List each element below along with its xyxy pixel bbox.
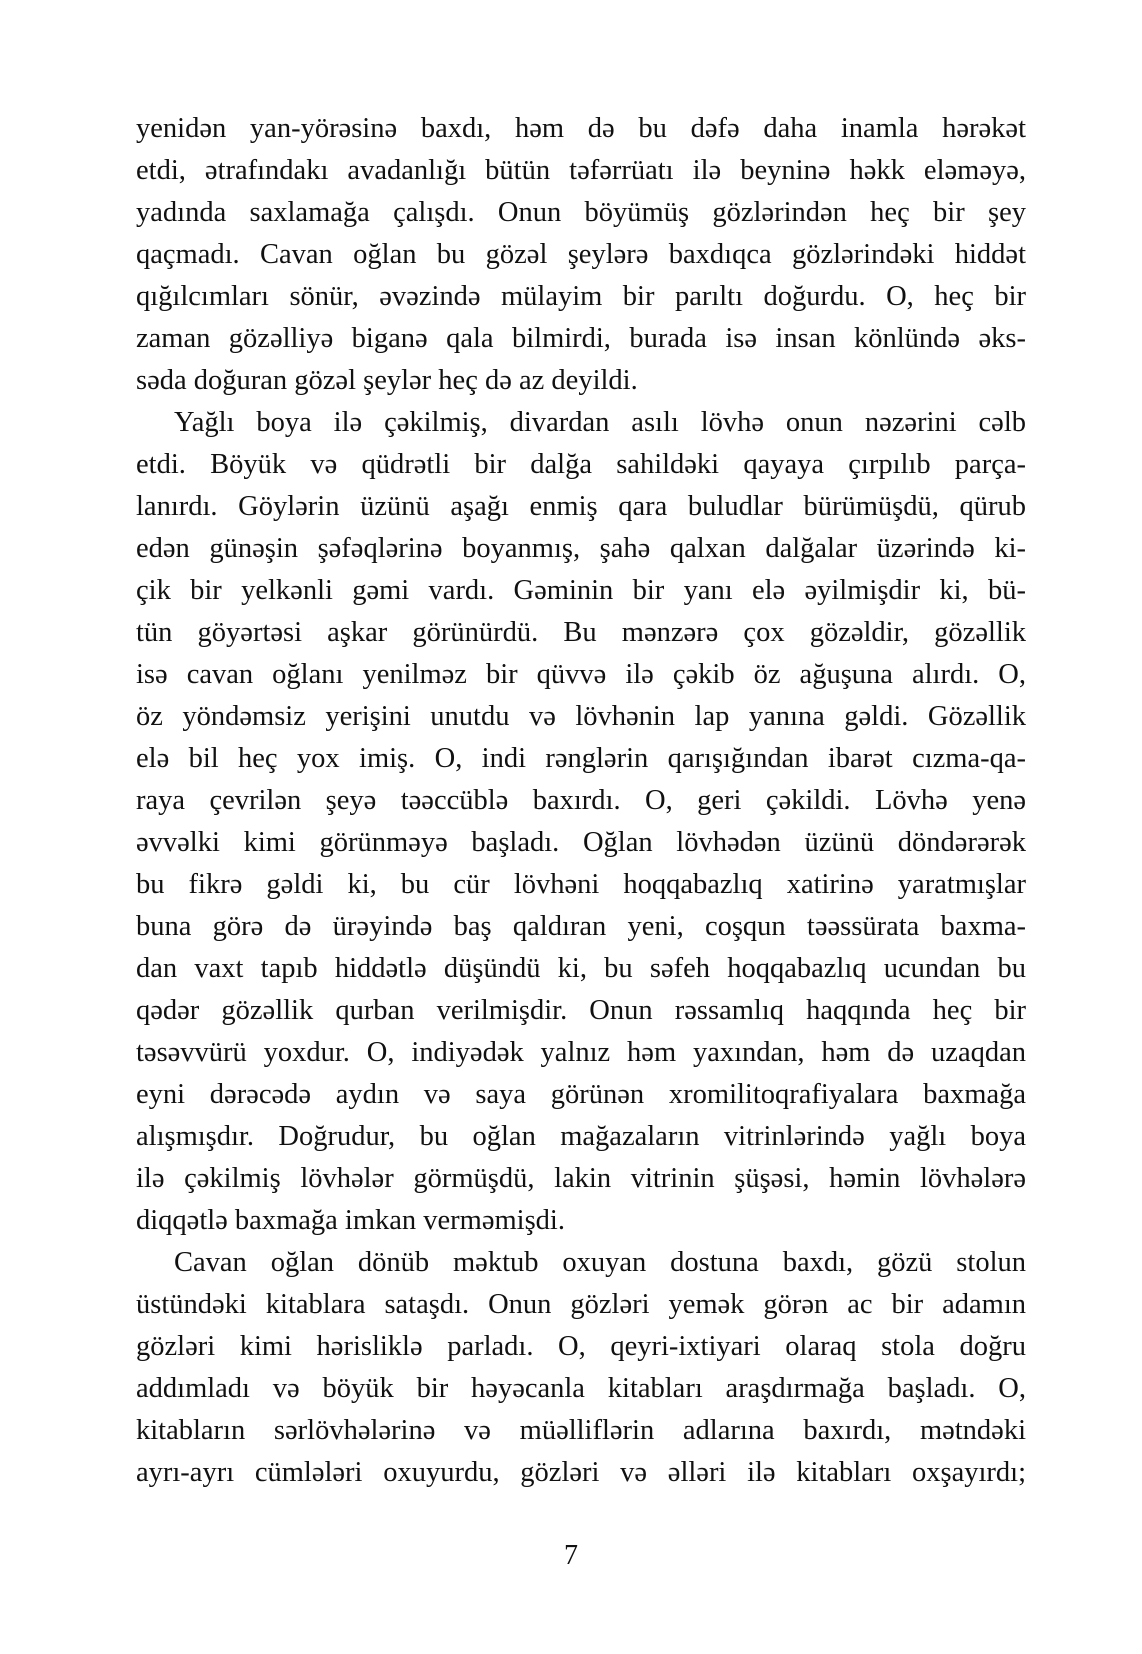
text-line: yenidən yan-yörəsinə baxdı, həm də bu dəfə daha inamla hərəkət xyxy=(136,113,1026,144)
text-line: diqqətlə baxmağa imkan verməmişdi. xyxy=(136,1205,565,1236)
text-line: qədər gözəllik qurban verilmişdir. Onun rəssamlıq haqqında heç bir xyxy=(136,995,1026,1026)
text-line: gözləri kimi hərisliklə parladı. O, qeyri-ixtiyari olaraq stola doğru xyxy=(136,1331,1026,1362)
text-line: alışmışdır. Doğrudur, bu oğlan mağazaların vitrinlərində yağlı boya xyxy=(136,1121,1026,1152)
text-line: ilə çəkilmiş lövhələr görmüşdü, lakin vitrinin şüşəsi, həmin lövhələrə xyxy=(136,1163,1026,1194)
text-line: raya çevrilən şeyə təəccüblə baxırdı. O, geri çəkildi. Lövhə yenə xyxy=(136,785,1026,816)
text-line: lanırdı. Göylərin üzünü aşağı enmiş qara buludlar bürümüşdü, qürub xyxy=(136,491,1026,522)
text-line: etdi, ətrafındakı avadanlığı bütün təfərrüatı ilə beyninə həkk eləməyə, xyxy=(136,155,1026,186)
text-line: Cavan oğlan dönüb məktub oxuyan dostuna baxdı, gözü stolun xyxy=(174,1247,1026,1278)
paragraph xyxy=(136,402,1026,1242)
text-line: bu fikrə gəldi ki, bu cür lövhəni hoqqabazlıq xatirinə yaratmışlar xyxy=(136,869,1026,900)
text-line: çik bir yelkənli gəmi vardı. Gəminin bir yanı elə əyilmişdir ki, bü- xyxy=(136,575,1026,606)
text-line: buna görə də ürəyində baş qaldıran yeni, coşqun təəssürata baxma- xyxy=(136,911,1026,942)
text-line: isə cavan oğlanı yenilməz bir qüvvə ilə çəkib öz ağuşuna alırdı. O, xyxy=(136,659,1026,690)
text-line: üstündəki kitablara sataşdı. Onun gözləri yemək görən ac bir adamın xyxy=(136,1289,1026,1320)
text-line: edən günəşin şəfəqlərinə boyanmış, şahə qalxan dalğalar üzərində ki- xyxy=(136,533,1026,564)
text-line: addımladı və böyük bir həyəcanla kitabları araşdırmağa başladı. O, xyxy=(136,1373,1026,1404)
text-line: öz yöndəmsiz yerişini unutdu və lövhənin lap yanına gəldi. Gözəllik xyxy=(136,701,1026,732)
body-text xyxy=(136,108,1026,1494)
text-line: yadında saxlamağa çalışdı. Onun böyümüş gözlərindən heç bir şey xyxy=(136,197,1026,228)
text-line: eyni dərəcədə aydın və saya görünən xromilitoqrafiyalara baxmağa xyxy=(136,1079,1026,1110)
text-line: əvvəlki kimi görünməyə başladı. Oğlan lövhədən üzünü döndərərək xyxy=(136,827,1026,858)
text-line: ayrı-ayrı cümlələri oxuyurdu, gözləri və əlləri ilə kitabları oxşayırdı; xyxy=(136,1457,1026,1488)
page-number: 7 xyxy=(564,1540,578,1571)
text-line: təsəvvürü yoxdur. O, indiyədək yalnız həm yaxından, həm də uzaqdan xyxy=(136,1037,1026,1068)
text-line: qığılcımları sönür, əvəzində mülayim bir parıltı doğurdu. O, heç bir xyxy=(136,281,1026,312)
text-line: kitabların sərlövhələrinə və müəlliflərin adlarına baxırdı, mətndəki xyxy=(136,1415,1026,1446)
text-line: dan vaxt tapıb hiddətlə düşündü ki, bu səfeh hoqqabazlıq ucundan bu xyxy=(136,953,1026,984)
text-line: Yağlı boya ilə çəkilmiş, divardan asılı lövhə onun nəzərini cəlb xyxy=(174,407,1026,438)
text-line: qaçmadı. Cavan oğlan bu gözəl şeylərə baxdıqca gözlərindəki hiddət xyxy=(136,239,1026,270)
paragraph xyxy=(136,108,1026,402)
text-line: zaman gözəlliyə biganə qala bilmirdi, burada isə insan könlündə əks- xyxy=(136,323,1026,354)
text-line: tün göyərtəsi aşkar görünürdü. Bu mənzərə çox gözəldir, gözəllik xyxy=(136,617,1026,648)
text-line: səda doğuran gözəl şeylər heç də az deyildi. xyxy=(136,365,638,396)
paragraph xyxy=(136,1242,1026,1494)
text-line: elə bil heç yox imiş. O, indi rənglərin qarışığından ibarət cızma-qa- xyxy=(136,743,1026,774)
text-line: etdi. Böyük və qüdrətli bir dalğa sahildəki qayaya çırpılıb parça- xyxy=(136,449,1026,480)
